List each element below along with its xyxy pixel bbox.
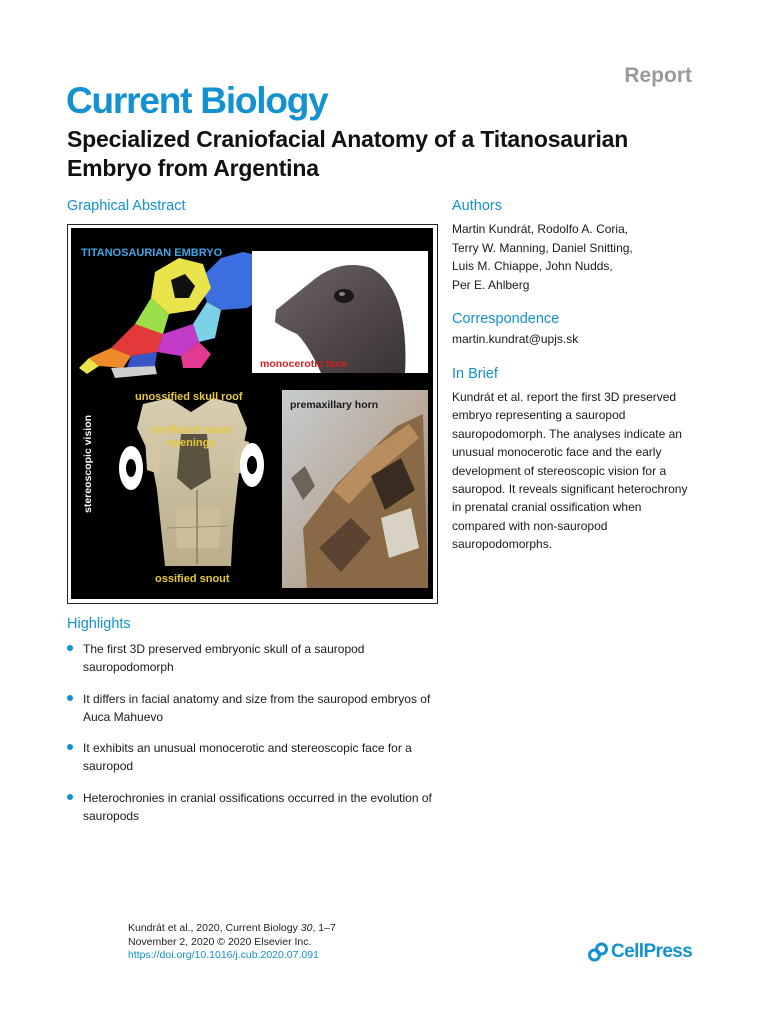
correspondence-email[interactable]: martin.kundrat@upjs.sk (452, 332, 579, 346)
author-line: Martin Kundrát, Rodolfo A. Coria, (452, 222, 629, 236)
label-premaxillary-horn: premaxillary horn (290, 399, 379, 411)
report-tag: Report (624, 64, 692, 87)
label-monocerotic-face: monocerotic face (260, 358, 347, 370)
citation-line-2: November 2, 2020 © 2020 Elsevier Inc. (128, 935, 312, 948)
highlight-text: Heterochronies in cranial ossifications occurred in the evolution of sauropods (83, 790, 432, 823)
highlight-item (67, 789, 447, 825)
premaxillary-horn-photo (282, 390, 428, 588)
highlights-heading: Highlights (67, 616, 131, 632)
eye-marker-left (119, 446, 143, 490)
graphical-abstract-panel (71, 228, 433, 599)
graphical-abstract-illustration (71, 228, 433, 599)
author-line: Per E. Ahlberg (452, 277, 530, 292)
bullet-icon (67, 645, 73, 651)
highlight-item (67, 640, 447, 676)
highlight-text: The first 3D preserved embryonic skull of a sauropod sauropodomorph (83, 642, 365, 674)
authors-list (452, 220, 702, 294)
journal-title: Current Biology (66, 80, 328, 121)
bullet-icon (67, 794, 73, 800)
cellpress-logo-icon (588, 942, 608, 962)
citation-block (128, 922, 336, 963)
eye-marker-right (240, 443, 264, 487)
highlight-item (67, 739, 447, 775)
cellpress-wordmark: CellPress (611, 941, 693, 962)
embryo-head-restoration (252, 251, 428, 373)
highlight-text: It exhibits an unusual monocerotic and stereoscopic face for a sauropod (83, 741, 412, 773)
citation-line-1: Kundrát et al., 2020, Current Biology 30, 1–7 (128, 922, 336, 934)
label-stereoscopic-vision: stereoscopic vision (82, 414, 94, 513)
highlights-list (67, 640, 447, 838)
correspondence-heading: Correspondence (452, 311, 560, 327)
label-titanosaurian-embryo: TITANOSAURIAN EMBRYO (81, 247, 223, 259)
in-brief-heading: In Brief (452, 366, 498, 382)
graphical-abstract-figure (67, 224, 438, 604)
cellpress-logo[interactable] (588, 940, 692, 964)
author-line: Luis M. Chiappe, John Nudds, (452, 259, 613, 273)
highlight-text: It differs in facial anatomy and size from the sauropod embryos of Auca Mahuevo (83, 691, 431, 724)
author-line: Terry W. Manning, Daniel Snitting, (452, 240, 633, 255)
doi-link[interactable]: https://doi.org/10.1016/j.cub.2020.07.091 (128, 949, 319, 961)
graphical-abstract-heading: Graphical Abstract (67, 198, 186, 214)
authors-heading: Authors (452, 198, 502, 214)
label-ossified-snout: ossified snout (155, 573, 230, 585)
label-confluent-nasal-openings: confluent nasal openings (150, 424, 232, 449)
article-title: Specialized Craniofacial Anatomy of a Titanosaurian Embryo from Argentina (67, 126, 629, 181)
bullet-icon (67, 744, 73, 750)
bullet-icon (67, 695, 73, 701)
highlight-item (67, 690, 447, 726)
skull-reconstruction-3d (79, 252, 269, 378)
citation-volume: 30 (300, 922, 313, 934)
in-brief-text: Kundrát et al. report the first 3D preserved embryo representing a sauropod sauropodomorph. The analyses indicate an unusual monocerotic face and the early development of stereoscopic vision for a sauropod. It reveals significant heterochrony in prenatal cranial ossification when compared with non-sauropod sauropodomorphs. (452, 390, 688, 552)
label-unossified-skull-roof: unossified skull roof (135, 391, 243, 403)
